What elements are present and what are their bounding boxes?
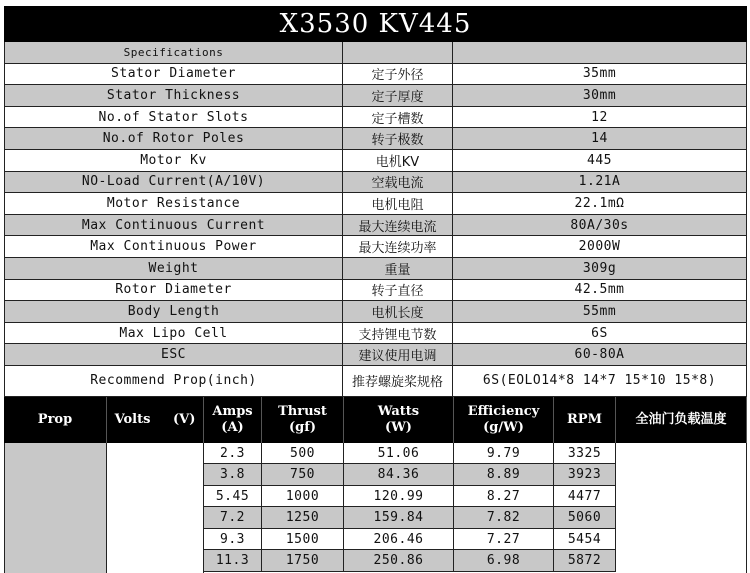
perf-row	[204, 507, 616, 529]
spec-value: 30mm	[453, 85, 747, 106]
perf-amps: 9.3	[204, 529, 262, 550]
spec-header-blank-val	[453, 42, 747, 63]
spec-value: 55mm	[453, 301, 747, 322]
spec-label-cn: 重量	[343, 258, 453, 279]
spec-row	[4, 128, 747, 150]
prop-cell	[4, 443, 107, 573]
spec-label-cn: 电机长度	[343, 301, 453, 322]
spec-label: Body Length	[4, 301, 343, 322]
perf-rows	[204, 443, 616, 573]
sheet-title: X3530 KV445	[4, 6, 747, 42]
perf-rpm: 3325	[554, 443, 616, 464]
spec-value: 22.1mΩ	[453, 193, 747, 214]
perf-amps: 3.8	[204, 464, 262, 485]
col-eff-unit: (g/W)	[483, 419, 524, 435]
col-watts	[344, 397, 454, 443]
col-eff-label: Efficiency	[467, 403, 540, 419]
volts-cell	[107, 443, 204, 573]
spec-row	[4, 323, 747, 345]
perf-watts: 206.46	[344, 529, 454, 550]
perf-eff: 9.79	[454, 443, 554, 464]
col-thrust-unit: (gf)	[289, 419, 316, 435]
spec-row	[4, 280, 747, 302]
spec-label-cn: 定子槽数	[343, 107, 453, 128]
col-watts-label: Watts	[377, 403, 420, 419]
perf-row	[204, 529, 616, 551]
perf-row	[204, 486, 616, 508]
perf-rpm: 4477	[554, 486, 616, 507]
spec-value: 6S	[453, 323, 747, 344]
spec-value: 42.5mm	[453, 280, 747, 301]
perf-watts: 51.06	[344, 443, 454, 464]
spec-label: NO-Load Current(A/10V)	[4, 172, 343, 193]
spec-label-cn: 转子极数	[343, 128, 453, 149]
perf-table-body	[4, 443, 747, 573]
spec-header-label: Specifications	[4, 42, 343, 63]
spec-label-cn: 转子直径	[343, 280, 453, 301]
spec-value: 80A/30s	[453, 215, 747, 236]
perf-eff: 8.27	[454, 486, 554, 507]
spec-label: Rotor Diameter	[4, 280, 343, 301]
perf-row	[204, 550, 616, 572]
spec-label: No.of Rotor Poles	[4, 128, 343, 149]
spec-label-cn: 最大连续功率	[343, 236, 453, 257]
col-temp: 全油门负载温度	[616, 397, 747, 443]
spec-label: Max Continuous Power	[4, 236, 343, 257]
col-watts-unit: (W)	[385, 419, 412, 435]
perf-watts: 120.99	[344, 486, 454, 507]
spec-label: Weight	[4, 258, 343, 279]
spec-label-cn: 支持锂电节数	[343, 323, 453, 344]
perf-eff: 8.89	[454, 464, 554, 485]
spec-label-cn: 建议使用电调	[343, 344, 453, 365]
spec-row	[4, 301, 747, 323]
spec-row	[4, 258, 747, 280]
col-efficiency	[454, 397, 554, 443]
spec-label: Max Continuous Current	[4, 215, 343, 236]
perf-amps: 5.45	[204, 486, 262, 507]
spec-label-cn: 定子外径	[343, 64, 453, 85]
perf-rpm: 3923	[554, 464, 616, 485]
col-amps-unit: (A)	[221, 419, 244, 435]
spec-row	[4, 236, 747, 258]
spec-label-cn: 定子厚度	[343, 85, 453, 106]
perf-amps: 7.2	[204, 507, 262, 528]
perf-eff: 7.27	[454, 529, 554, 550]
perf-amps: 11.3	[204, 550, 262, 571]
spec-value: 1.21A	[453, 172, 747, 193]
col-volts: Volts (V)	[107, 397, 204, 443]
col-amps	[204, 397, 262, 443]
perf-watts: 159.84	[344, 507, 454, 528]
recommend-cn: 推荐螺旋桨规格	[343, 366, 453, 396]
perf-amps: 2.3	[204, 443, 262, 464]
perf-thrust: 750	[262, 464, 344, 485]
spec-row	[4, 150, 747, 172]
spec-label: Max Lipo Cell	[4, 323, 343, 344]
perf-thrust: 1250	[262, 507, 344, 528]
perf-row	[204, 443, 616, 465]
recommend-row	[4, 366, 747, 397]
spec-row	[4, 215, 747, 237]
spec-value: 2000W	[453, 236, 747, 257]
spec-label-cn: 最大连续电流	[343, 215, 453, 236]
col-thrust-label: Thrust	[278, 403, 327, 419]
perf-rpm: 5454	[554, 529, 616, 550]
temp-cell	[616, 443, 747, 573]
spec-value: 14	[453, 128, 747, 149]
perf-eff: 7.82	[454, 507, 554, 528]
spec-value: 60-80A	[453, 344, 747, 365]
spec-header-blank-cn	[343, 42, 453, 63]
spec-value: 445	[453, 150, 747, 171]
spec-header-row	[4, 42, 747, 64]
spec-row	[4, 172, 747, 194]
spec-label-cn: 电机电阻	[343, 193, 453, 214]
perf-row	[204, 464, 616, 486]
spec-row	[4, 64, 747, 86]
perf-thrust: 500	[262, 443, 344, 464]
perf-eff: 6.98	[454, 550, 554, 571]
spec-value: 35mm	[453, 64, 747, 85]
spec-label: No.of Stator Slots	[4, 107, 343, 128]
spec-label: Motor Resistance	[4, 193, 343, 214]
spec-row	[4, 344, 747, 366]
perf-watts: 84.36	[344, 464, 454, 485]
spec-row	[4, 107, 747, 129]
perf-table-header	[4, 397, 747, 443]
perf-thrust: 1000	[262, 486, 344, 507]
col-amps-label: Amps	[212, 403, 253, 419]
perf-rpm: 5060	[554, 507, 616, 528]
spec-label: Motor Kv	[4, 150, 343, 171]
recommend-value: 6S(EOLO14*8 14*7 15*10 15*8)	[453, 366, 747, 396]
spec-label-cn: 空载电流	[343, 172, 453, 193]
perf-rpm: 5872	[554, 550, 616, 571]
spec-rows	[4, 64, 747, 366]
spec-label: ESC	[4, 344, 343, 365]
spec-row	[4, 193, 747, 215]
spec-sheet	[4, 6, 747, 573]
spec-label: Stator Diameter	[4, 64, 343, 85]
perf-thrust: 1500	[262, 529, 344, 550]
perf-thrust: 1750	[262, 550, 344, 571]
spec-value: 309g	[453, 258, 747, 279]
col-thrust	[262, 397, 344, 443]
spec-row	[4, 85, 747, 107]
recommend-label: Recommend Prop(inch)	[4, 366, 343, 396]
perf-watts: 250.86	[344, 550, 454, 571]
spec-label-cn: 电机KV	[343, 150, 453, 171]
col-rpm: RPM	[554, 397, 616, 443]
spec-label: Stator Thickness	[4, 85, 343, 106]
spec-value: 12	[453, 107, 747, 128]
col-prop: Prop	[4, 397, 107, 443]
